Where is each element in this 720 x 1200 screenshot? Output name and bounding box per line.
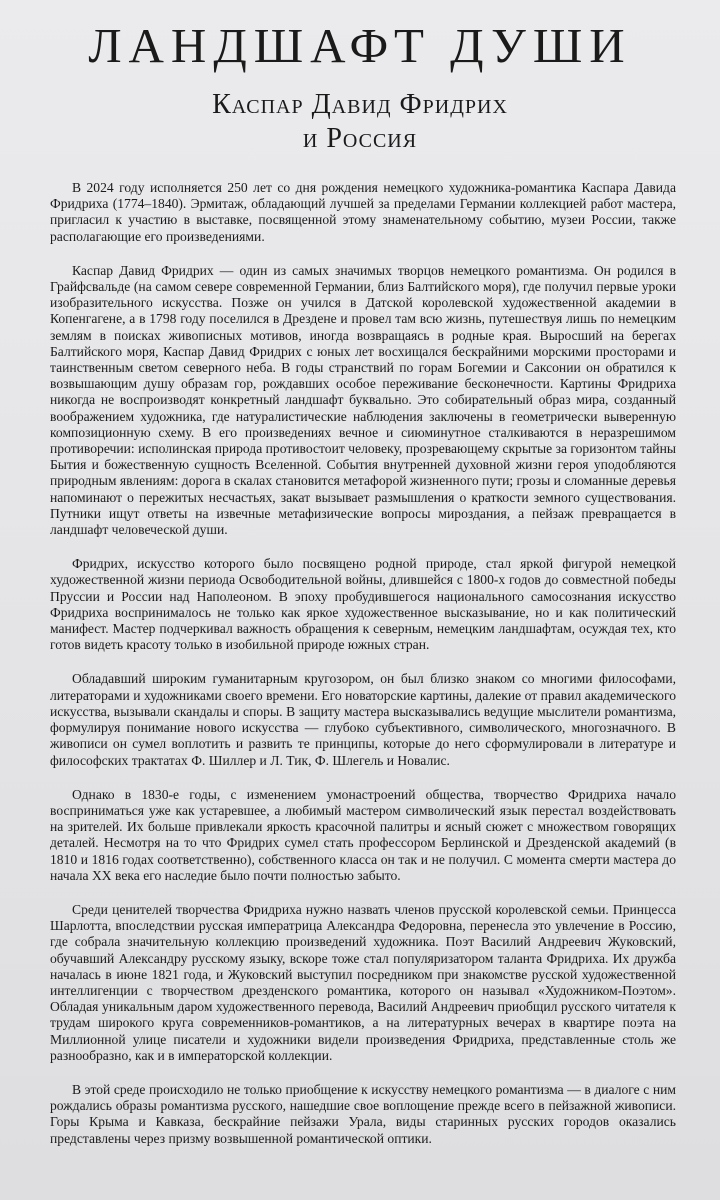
paragraph-4: Обладавший широким гуманитарным кругозором, он был близко знаком со многими философами, литераторами и художниками своего времени. Его новаторские картины, далекие от правил академического искусства, вызывали скандалы и споры. В защиту мастера высказывались ведущие мыслители романтизма, формулируя понимание нового искусства — глубоко субъективного, символического, многозначного. В живописи он сумел воплотить и развить те принципы, которые до него сформулировали в литературе и философских трактатах Ф. Шиллер и Л. Тик, Ф. Шлегель и Новалис. xyxy=(50,671,676,768)
paragraph-3: Фридрих, искусство которого было посвящено родной природе, стал яркой фигурой немецкой художественной жизни периода Освободительной войны, длившейся с 1800-х годов до совместной победы Пруссии и России над Наполеоном. В эпоху пробудившегося национального самосознания искусство Фридриха воспринималось не только как яркое художественное высказывание, но и как политический манифест. Мастер подчеркивал важность обращения к северным, немецким ландшафтам, осуждая тех, кто готов видеть красоту только в изобильной природе южных стран. xyxy=(50,556,676,653)
subtitle-line-1: Каспар Давид Фридрих xyxy=(212,89,508,120)
subtitle-line-2: и Россия xyxy=(302,123,418,154)
paragraph-7: В этой среде происходило не только приобщение к искусству немецкого романтизма — в диалоге с ним рождались образы романтизма русского, нашедшие свое воплощение прежде всего в пейзажной живописи. Горы Крыма и Кавказа, бескрайние пейзажи Урала, виды старинных русских городов оказались представлены через призму возвышенной романтической оптики. xyxy=(50,1081,676,1146)
exhibition-subtitle xyxy=(0,88,720,156)
paragraph-2: Каспар Давид Фридрих — один из самых значимых творцов немецкого романтизма. Он родился в Грайфсвальде (на самом севере современной Германии, близ Балтийского моря), где получил первые уроки изобразительного искусства. Позже он учился в Датской королевской художественной академии в Копенгагене, а в 1798 году поселился в Дрездене и провел там всю жизнь, путешествуя лишь по немецким землям в поисках живописных мотивов, иногда возвращаясь в родные края. Выросший на берегах Балтийского моря, Каспар Давид Фридрих с юных лет восхищался бескрайними морскими просторами и таинственным светом северного неба. В годы странствий по горам Богемии и Саксонии он обратился к возвышающим душу образам гор, рождавших особое переживание бесконечности. Картины Фридриха никогда не воспроизводят конкретный ландшафт буквально. Это собирательный образ мира, созданный воображением художника, где натуралистические наблюдения заключены в геометрически выверенную композиционную схему. В его произведениях вечное и сиюминутное сталкиваются в неразрешимом противоречии: исполинская природа противостоит человеку, прозревающему скрытые за горизонтом тайны Бытия и божественную сущность Вселенной. События внутренней духовной жизни героя уподобляются природным явлениям: дорога в скалах становится метафорой жизненного пути; грозы и сломанные деревья напоминают о пережитых несчастьях, закат вызывает размышления о краткости земного существования. Путники ищут ответы на извечные метафизические вопросы мироздания, а пейзаж превращается в ландшафт человеческой души. xyxy=(50,262,676,538)
paragraph-1: В 2024 году исполняется 250 лет со дня рождения немецкого художника-романтика Каспара Давида Фридриха (1774–1840). Эрмитаж, обладающий лучшей за пределами Германии коллекцией работ мастера, пригласил к участию в выставке, посвященной этому знаменательному событию, музеи России, также располагающие его произведениями. xyxy=(50,180,676,244)
paragraph-5: Однако в 1830-е годы, с изменением умонастроений общества, творчество Фридриха начало восприниматься уже как устаревшее, а любимый мастером символический язык перестал воздействовать на зрителей. Их больше привлекали яркость красочной палитры и ясный сюжет с множеством говорящих деталей. Несмотря на то что Фридрих сумел стать профессором Берлинской и Дрезденской академий (в 1810 и 1816 годах соответственно), собственного класса он так и не получил. С момента смерти мастера до начала XX века его наследие было почти полностью забыто. xyxy=(50,786,676,883)
body-text xyxy=(50,180,676,1147)
paragraph-6: Среди ценителей творчества Фридриха нужно назвать членов прусской королевской семьи. Принцесса Шарлотта, впоследствии русская императрица Александра Федоровна, перенесла это увлечение в Россию, где собрала значительную коллекцию произведений художника. Поэт Василий Андреевич Жуковский, обучавший Александру русскому языку, вскоре тоже стал популяризатором таланта Фридриха. Их дружба началась в июне 1821 года, и Жуковский выступил посредником при знакомстве русской художественной интеллигенции с творчеством дрезденского романтика, которого он называл «Художником-Поэтом». Обладая уникальным даром художественного перевода, Василий Андреевич приобщил русского читателя к трудам широкого круга современников-романтиков, а на литературных вечерах в квартире поэта на Миллионной улице писатели и художники видели произведения Фридриха, представленные столь же разнообразно, как и в императорской коллекции. xyxy=(50,901,676,1063)
exhibition-title: ЛАНДШАФТ ДУШИ xyxy=(88,18,632,73)
